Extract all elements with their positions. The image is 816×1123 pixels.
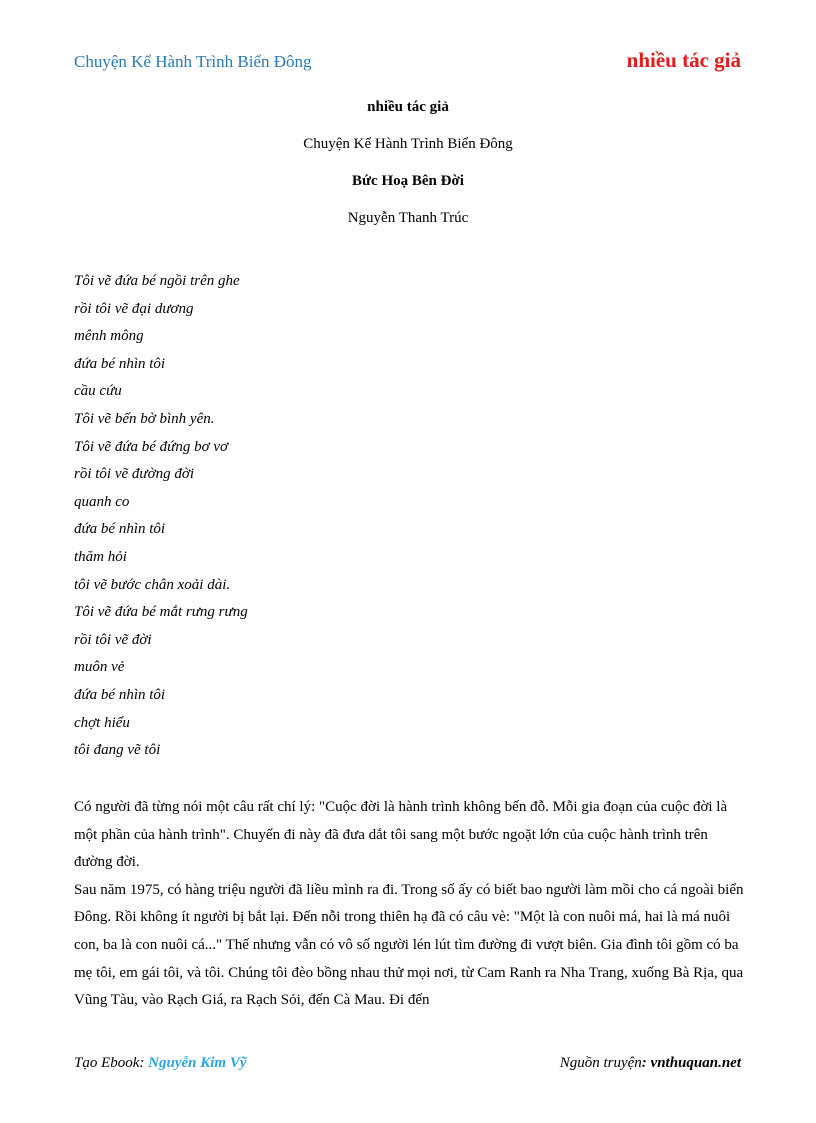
prose-body bbox=[74, 794, 744, 1015]
poem-line: cầu cứu bbox=[74, 383, 122, 400]
page-footer bbox=[74, 1055, 741, 1079]
poem-line: đứa bé nhìn tôi bbox=[74, 355, 166, 372]
story-title: Bức Hoạ Bên Đời bbox=[352, 173, 464, 189]
source-separator: : bbox=[641, 1055, 651, 1071]
header-author: nhiều tác giả bbox=[626, 48, 741, 72]
collection-title: Chuyện Kể Hành Trình Biển Đông bbox=[303, 136, 513, 152]
author-heading: nhiều tác giả bbox=[367, 99, 449, 115]
source-site-link[interactable]: vnthuquan.net bbox=[650, 1055, 741, 1071]
poem bbox=[74, 270, 248, 767]
poem-line: quanh co bbox=[74, 493, 130, 510]
poem-line: muôn vẻ bbox=[74, 659, 125, 676]
poem-line: Tôi vẽ đứa bé đứng bơ vơ bbox=[74, 438, 229, 455]
story-author: Nguyễn Thanh Trúc bbox=[347, 210, 469, 226]
title-block bbox=[0, 97, 816, 245]
poem-line: mênh mông bbox=[74, 328, 144, 345]
prose-paragraph: Có người đã từng nói một câu rất chí lý: "Cuộc đời là hành trình không bến đỗ. Mỗi gia đoạn của cuộc đời là một phần của hành trình". Chuyến đi này đã đưa dắt tôi sang một bước ngoặt lớn của cuộc hành trình trên đường đời. bbox=[74, 799, 728, 871]
poem-line: rồi tôi vẽ đường đời bbox=[74, 466, 195, 483]
poem-line: đứa bé nhìn tôi bbox=[74, 521, 166, 538]
poem-line: tôi đang vẽ tôi bbox=[74, 742, 161, 759]
poem-line: thăm hỏi bbox=[74, 548, 127, 565]
poem-line: rồi tôi vẽ đời bbox=[74, 631, 152, 648]
poem-line: Tôi vẽ đứa bé mắt rưng rưng bbox=[74, 604, 248, 621]
page-header bbox=[74, 48, 741, 78]
poem-line: rồi tôi vẽ đại dương bbox=[74, 300, 194, 317]
source-credit bbox=[560, 1055, 741, 1072]
poem-line: Tôi vẽ đứa bé ngồi trên ghe bbox=[74, 273, 240, 289]
poem-line: tôi vẽ bước chân xoải dài. bbox=[74, 576, 231, 593]
ebook-credit bbox=[74, 1055, 247, 1072]
ebook-separator: : bbox=[139, 1055, 149, 1071]
ebook-label: Tạo Ebook bbox=[74, 1055, 140, 1071]
poem-line: đứa bé nhìn tôi bbox=[74, 686, 166, 703]
source-label: Nguồn truyện bbox=[559, 1055, 642, 1071]
ebook-creator-link[interactable]: Nguyễn Kim Vỹ bbox=[148, 1055, 247, 1071]
poem-line: chợt hiểu bbox=[74, 714, 130, 731]
prose-paragraph: Sau năm 1975, có hàng triệu người đã liều mình ra đi. Trong số ấy có biết bao người làm mồi cho cá ngoài biển Đông. Rồi không ít người bị bắt lại. Đến nỗi trong thiên hạ đã có câu vè: "Một là con nuôi má, hai là má nuôi con, ba là con nuôi cá..." Thế nhưng vẫn có vô số người lén lút tìm đường đi vượt biên. Gia đình tôi gồm có ba mẹ tôi, em gái tôi, và tôi. Chúng tôi đèo bồng nhau thử mọi nơi, từ Cam Ranh ra Nha Trang, xuống Bà Rịa, qua Vũng Tàu, vào Rạch Giá, ra Rạch Sỏi, đến Cà Mau. Đi đến bbox=[74, 881, 744, 1009]
poem-line: Tôi vẽ bến bờ bình yên. bbox=[74, 410, 215, 427]
header-book-title: Chuyện Kể Hành Trình Biển Đông bbox=[74, 52, 312, 71]
